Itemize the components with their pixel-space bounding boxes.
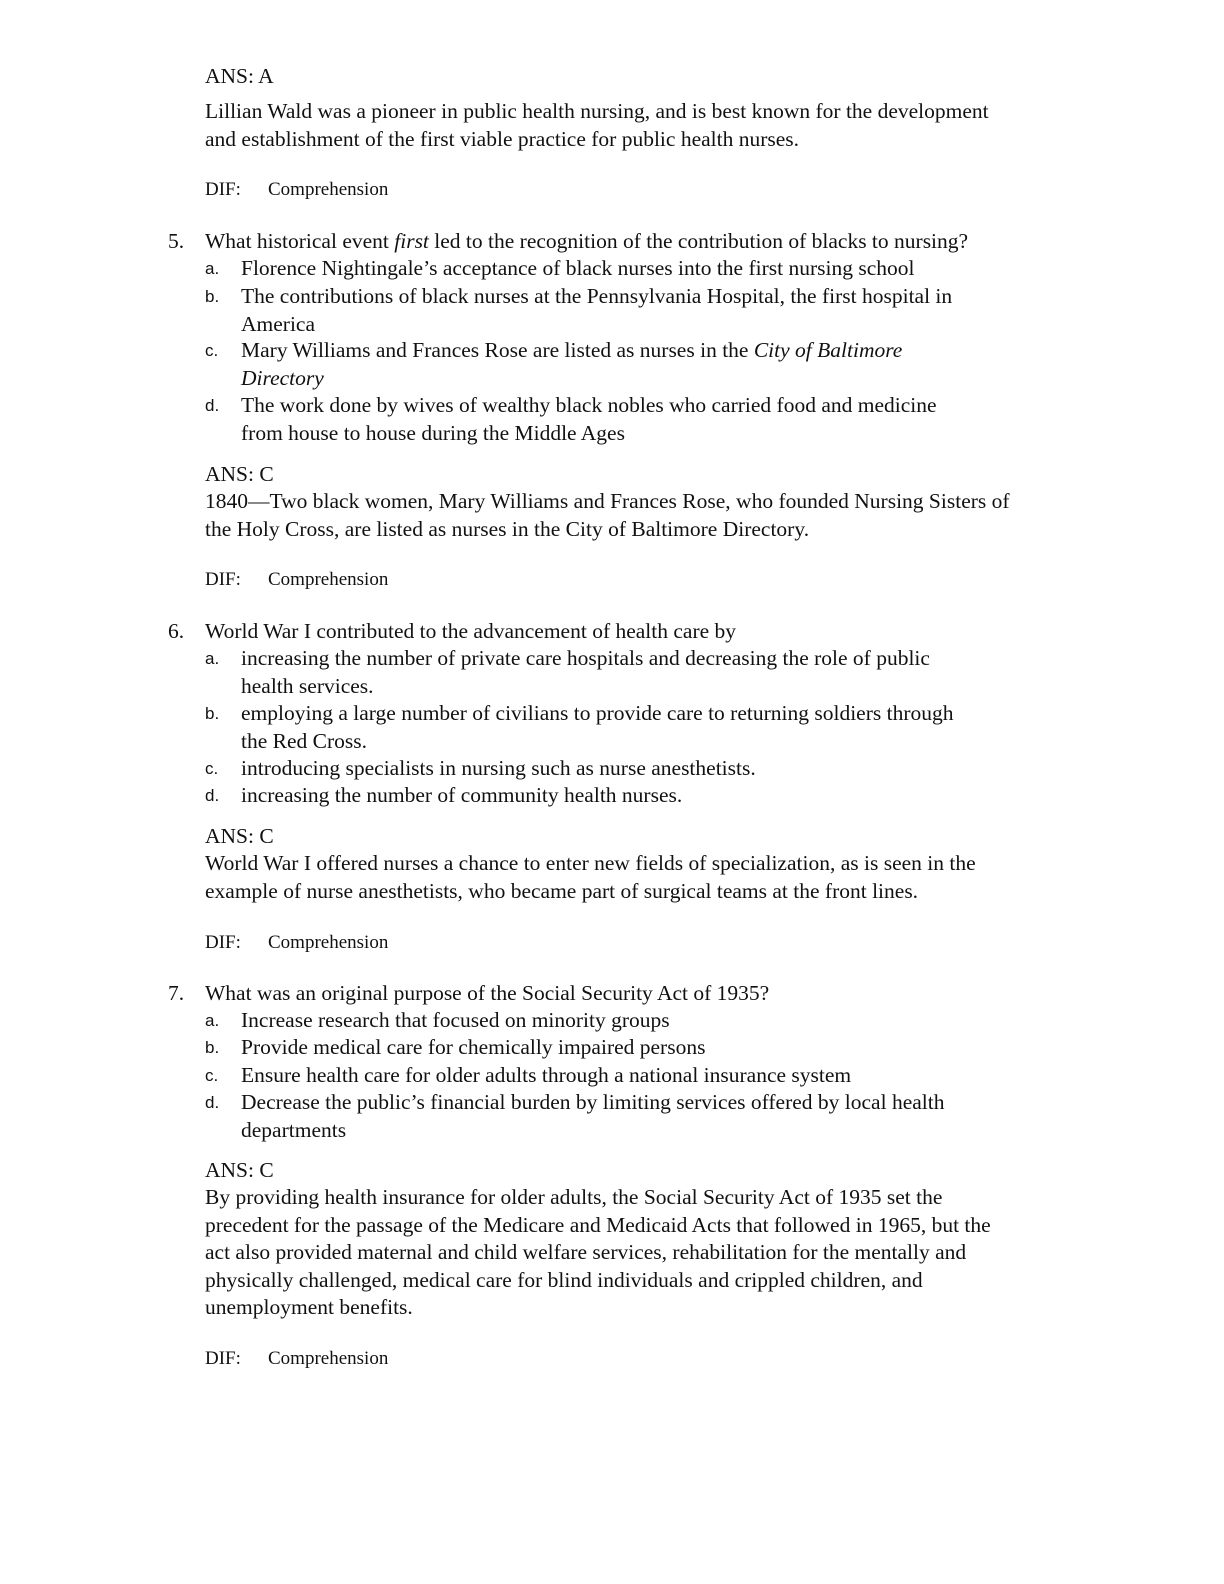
option-text: health services.	[241, 673, 374, 698]
dif-label: DIF:	[205, 569, 241, 590]
option-text: Ensure health care for older adults through a national insurance system	[241, 1063, 852, 1087]
option-letter: b.	[205, 287, 220, 306]
option-letter: d.	[205, 396, 220, 415]
option-text	[241, 365, 902, 393]
q5-difficulty	[205, 566, 1105, 594]
option-text: increasing the number of community health nurses.	[241, 783, 683, 807]
option-text: Florence Nightingale’s acceptance of black nurses into the first nursing school	[241, 256, 915, 280]
q6-difficulty	[205, 929, 1105, 957]
option-text: departments	[241, 1117, 347, 1142]
option-text-italic: City of Baltimore	[753, 338, 903, 362]
question-number: 6.	[168, 619, 185, 643]
dif-value: Comprehension	[268, 1348, 389, 1369]
option-text: the Red Cross.	[241, 728, 368, 753]
rationale-line: precedent for the passage of the Medicare and Medicaid Acts that followed in 1965, but the	[205, 1212, 991, 1237]
rationale-line: Lillian Wald was a pioneer in public health nursing, and is best known for the development	[205, 99, 989, 123]
q7-answer: ANS: C	[205, 1158, 274, 1182]
dif-value: Comprehension	[268, 179, 389, 200]
stem-text: led to the recognition of the contribution of blacks to nursing?	[428, 229, 969, 253]
rationale-line: example of nurse anesthetists, who became part of surgical teams at the front lines.	[205, 878, 919, 903]
dif-value: Comprehension	[268, 932, 389, 953]
option-text: America	[241, 311, 316, 336]
question-stem: What was an original purpose of the Social Security Act of 1935?	[205, 981, 770, 1005]
question-stem: World War I contributed to the advancement of health care by	[205, 619, 737, 643]
question-number: 7.	[168, 981, 185, 1005]
dif-label: DIF:	[205, 932, 241, 953]
rationale-line: physically challenged, medical care for blind individuals and crippled children, and	[205, 1267, 923, 1292]
dif-label: DIF:	[205, 1348, 241, 1369]
question-stem	[205, 228, 968, 256]
option-letter: a.	[205, 649, 220, 668]
option-letter: c.	[205, 759, 219, 778]
option-text	[241, 337, 902, 365]
dif-label: DIF:	[205, 179, 241, 200]
rationale-line: unemployment benefits.	[205, 1295, 413, 1319]
rationale-line: the Holy Cross, are listed as nurses in the City of Baltimore Directory.	[205, 516, 810, 541]
q7-rationale	[205, 1184, 1105, 1322]
prev-difficulty	[205, 176, 1105, 204]
q6-answer: ANS: C	[205, 824, 274, 848]
prev-rationale	[205, 98, 1105, 153]
option-letter: b.	[205, 704, 220, 723]
option-text: from house to house during the Middle Ages	[241, 420, 625, 445]
q6-rationale	[205, 850, 1105, 905]
rationale-line: By providing health insurance for older adults, the Social Security Act of 1935 set the	[205, 1185, 943, 1209]
option-text: increasing the number of private care hospitals and decreasing the role of public	[241, 646, 930, 670]
option-letter: a.	[205, 259, 220, 278]
q5-rationale	[205, 488, 1105, 543]
prev-answer: ANS: A	[205, 64, 274, 88]
rationale-line: act also provided maternal and child welfare services, rehabilitation for the mentally and	[205, 1240, 967, 1264]
dif-value: Comprehension	[268, 569, 389, 590]
question-number: 5.	[168, 229, 185, 253]
q5-answer: ANS: C	[205, 462, 274, 486]
option-text: The contributions of black nurses at the Pennsylvania Hospital, the first hospital in	[241, 284, 953, 308]
option-text: employing a large number of civilians to provide care to returning soldiers through	[241, 701, 954, 725]
stem-emphasis: first	[394, 229, 429, 253]
rationale-line: 1840—Two black women, Mary Williams and Frances Rose, who founded Nursing Sisters of	[205, 489, 1010, 513]
option-letter: c.	[205, 1066, 219, 1085]
option-text-part: Mary Williams and Frances Rose are listed as nurses in the	[241, 338, 754, 362]
stem-text: What historical event	[205, 229, 395, 253]
option-text: The work done by wives of wealthy black nobles who carried food and medicine	[241, 393, 937, 417]
q7-difficulty	[205, 1345, 1105, 1373]
option-letter: c.	[205, 341, 219, 360]
rationale-line: World War I offered nurses a chance to enter new fields of specialization, as is seen in the	[205, 851, 976, 875]
option-text: Provide medical care for chemically impaired persons	[241, 1035, 706, 1059]
option-text: Increase research that focused on minority groups	[241, 1008, 670, 1032]
option-letter: b.	[205, 1038, 220, 1057]
option-text-italic: Directory	[241, 365, 324, 390]
option-letter: d.	[205, 1093, 220, 1112]
option-letter: d.	[205, 786, 220, 805]
option-text: introducing specialists in nursing such as nurse anesthetists.	[241, 756, 756, 780]
option-letter: a.	[205, 1011, 220, 1030]
rationale-line: and establishment of the first viable practice for public health nurses.	[205, 126, 800, 151]
option-text: Decrease the public’s financial burden by limiting services offered by local health	[241, 1090, 945, 1114]
